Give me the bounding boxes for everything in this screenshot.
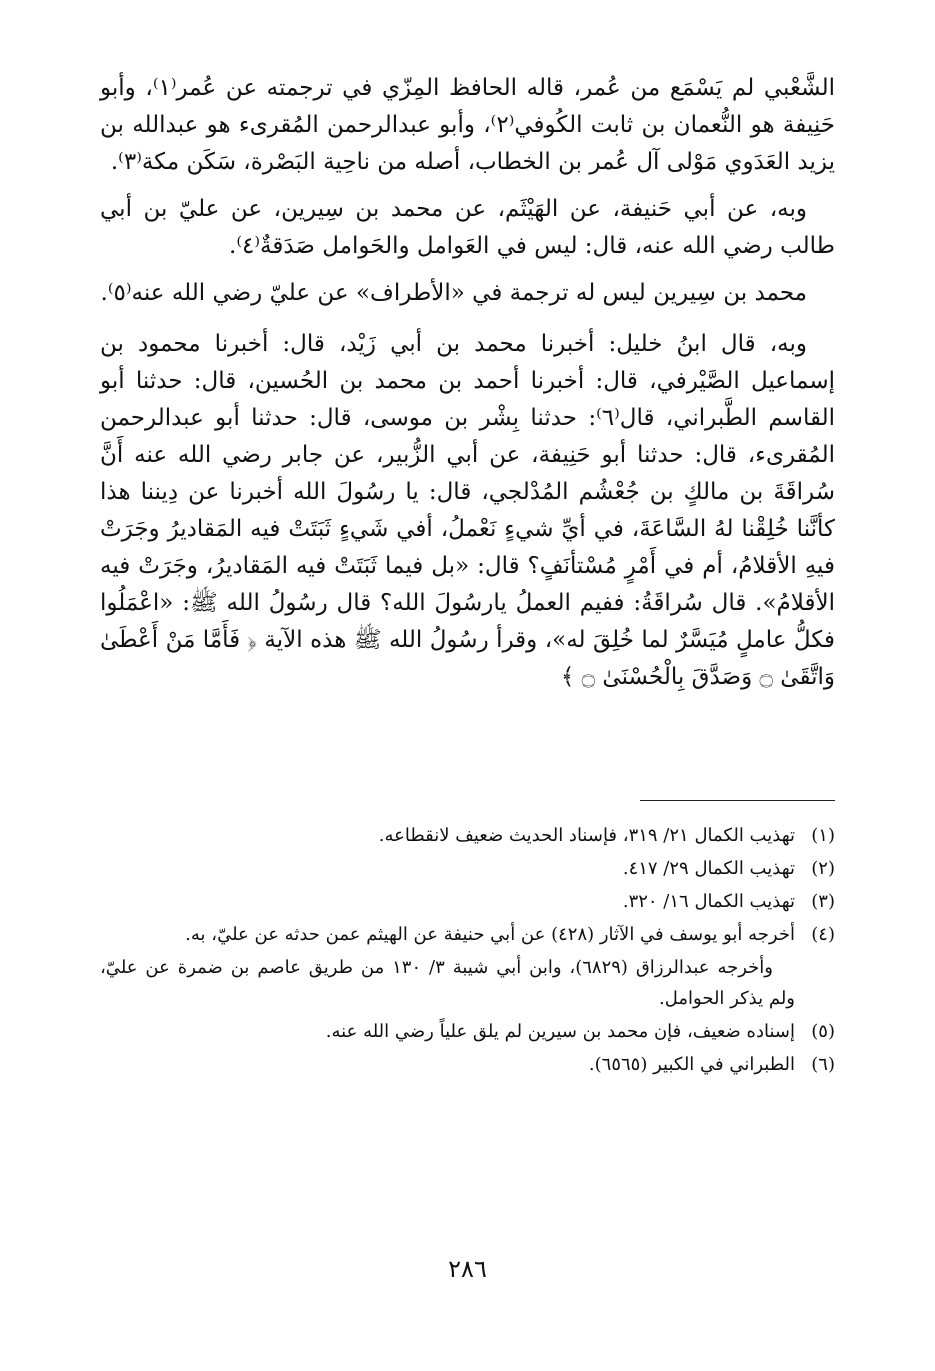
footnote-number: (٦) bbox=[811, 1054, 835, 1075]
footnote-number: (٣) bbox=[811, 891, 835, 912]
paragraph-4: وبه، قال ابنُ خليل: أخبرنا محمد بن أبي زَيْد، قال: أخبرنا محمود بن إسماعيل الصَّيْرفي، قال: أخبرنا أحمد بن محمد بن الحُسين، قال: حدثنا أبو القاسم الطَّبراني، قال⁽٦⁾: حدثنا بِشْر بن موسى، قال: حدثنا أبو عبدالرحمن المُقرىء، قال: حدثنا أبو حَنِيفة، عن أبي الزُّبير، عن جابر رضي الله عنه أَنَّ سُراقَةَ بن مالكٍ بن جُعْشُم المُدْلجي، قال: يا رسُولَ الله أخبرنا عن دِيننا هذا كأنَّنا خُلِقْنا لهُ السَّاعَةَ، في أيِّ شيءٍ نَعْملُ، أفي شَيءٍ ثَبَتَتْ فيه المَقاديرُ وجَرَتْ فيهِ الأقلامُ، أم في أَمْرٍ مُسْتأنَفٍ؟ قال: «بل فيما ثَبَتَتْ فيه المَقاديرُ، وجَرَتْ فيه الأقلامُ». قال سُراقَةُ: ففيم العملُ يارسُولَ الله؟ قال رسُولُ الله ﷺ: «اعْمَلُوا فكلُّ عاملٍ مُيَسَّرٌ لما خُلِقَ له»، وقرأ رسُولُ الله ﷺ هذه الآية ﴿ فَأَمَّا مَنْ أَعْطَىٰ وَاتَّقَىٰ ۝ وَصَدَّقَ بِالْحُسْنَىٰ ۝ ﴾ bbox=[100, 331, 835, 690]
footnote-text: أخرجه أبو يوسف في الآثار (٤٢٨) عن أبي حنيفة عن الهيثم عمن حدثه عن عليّ، به. bbox=[185, 924, 795, 945]
page-number: ٢٨٦ bbox=[448, 1255, 487, 1283]
footnote-2 bbox=[100, 853, 835, 884]
footnote-text: تهذيب الكمال ٢١/ ٣١٩، فإسناد الحديث ضعيف لانقطاعه. bbox=[378, 825, 795, 846]
paragraph-3: محمد بن سِيرين ليس له ترجمة في «الأطراف» عن عليّ رضي الله عنه⁽٥⁾. bbox=[100, 280, 807, 306]
footnote-number: (٤) bbox=[811, 924, 835, 945]
paragraph-2: وبه، عن أبي حَنيفة، عن الهَيْثَم، عن محمد بن سِيرين، عن عليّ بن أبي طالب رضي الله عنه، قال: ليس في العَوامل والحَوامل صَدَقةٌ⁽٤⁾. bbox=[100, 196, 835, 259]
footnote-number: (٢) bbox=[811, 858, 835, 879]
footnote-6 bbox=[100, 1049, 835, 1080]
footnote-1 bbox=[100, 820, 835, 851]
footnote-divider bbox=[640, 800, 835, 801]
paragraph-1: الشَّعْبي لم يَسْمَع من عُمر، قاله الحافظ المِزّي في ترجمته عن عُمر⁽١⁾، وأبو حَنِيفة هو النُّعمان بن ثابت الكُوفي⁽٢⁾، وأبو عبدالرحمن المُقرىء هو عبدالله بن يزيد العَدَوي مَوْلى آل عُمر بن الخطاب، أصله من ناحِية البَصْرة، سَكَن مكة⁽٣⁾. bbox=[100, 75, 835, 175]
footnote-3 bbox=[100, 886, 835, 917]
footnote-4 bbox=[100, 919, 835, 950]
footnote-text: إسناده ضعيف، فإن محمد بن سيرين لم يلق علياً رضي الله عنه. bbox=[325, 1021, 795, 1042]
footnote-area bbox=[100, 0, 835, 1371]
footnote-text: تهذيب الكمال ١٦/ ٣٢٠. bbox=[622, 891, 795, 912]
footnote-text: تهذيب الكمال ٢٩/ ٤١٧. bbox=[622, 858, 795, 879]
footnote-number: (٥) bbox=[811, 1021, 835, 1042]
footnotes bbox=[100, 820, 835, 1082]
footnote-number: (١) bbox=[811, 825, 835, 846]
footnote-4-continuation: وأخرجه عبدالرزاق (٦٨٢٩)، وابن أبي شيبة ٣/ ١٣٠ من طريق عاصم بن ضمرة عن عليّ، ولم يذكر الحوامل. bbox=[100, 957, 795, 1009]
footnote-5 bbox=[100, 1016, 835, 1047]
footnote-text: الطبراني في الكبير (٦٥٦٥). bbox=[588, 1054, 795, 1075]
